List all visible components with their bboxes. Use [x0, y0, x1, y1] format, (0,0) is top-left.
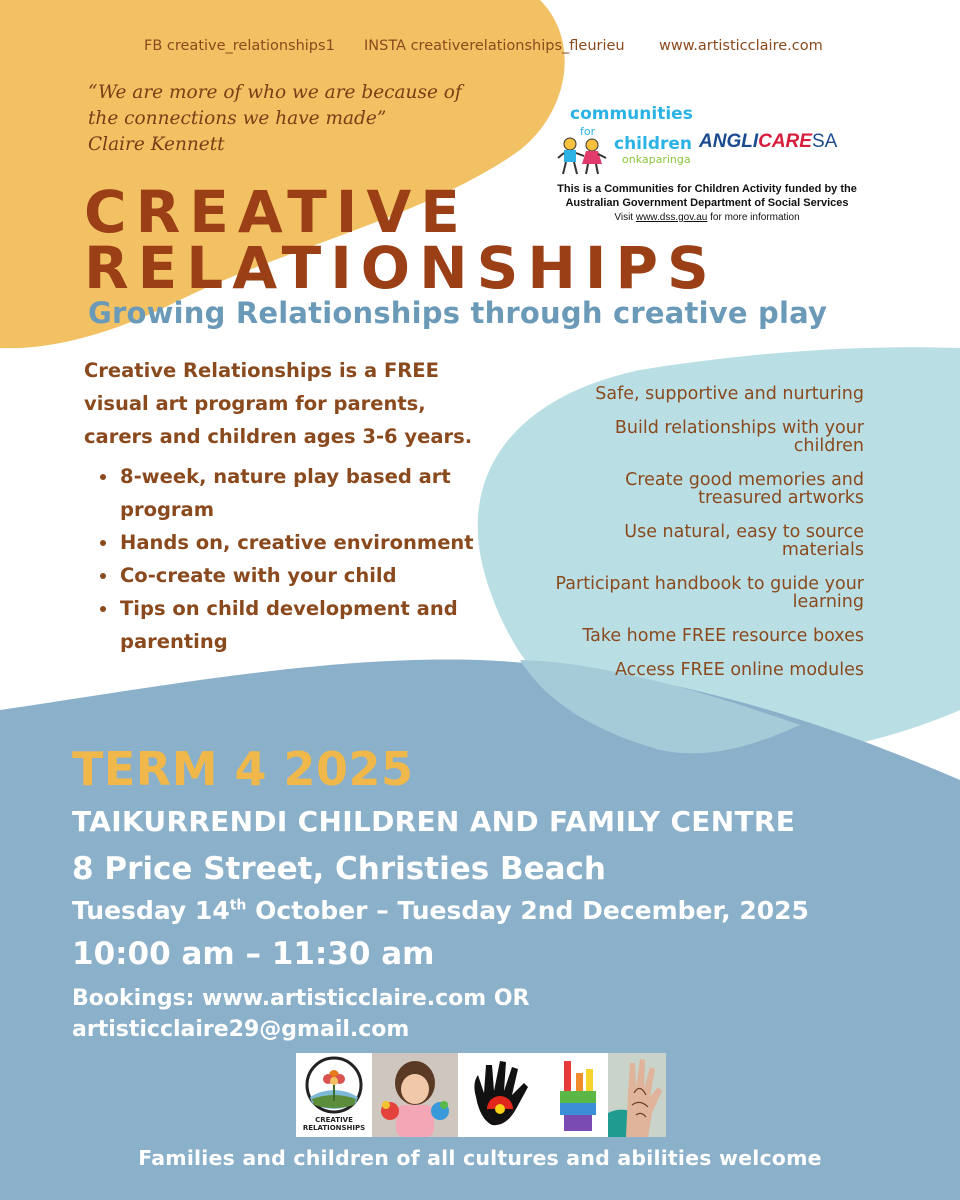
program-bullets	[100, 460, 480, 658]
cfc-word-1: communities	[570, 104, 693, 124]
subtitle: Growing Relationships through creative play	[88, 296, 828, 330]
program-intro: Creative Relationships is a FREE visual art program for parents, carers and children ages 3-6 years.	[84, 359, 473, 448]
venue-address: 8 Price Street, Christies Beach	[72, 851, 606, 887]
children-figures-icon	[556, 136, 608, 176]
feature-item: Use natural, easy to source materials	[624, 522, 864, 560]
bullet-item: Co-create with your child	[100, 559, 480, 592]
feature-item: Access FREE online modules	[614, 660, 864, 680]
rainbow-hand-tile	[544, 1053, 608, 1137]
bullet-dot-icon	[100, 474, 106, 480]
logo-text-line-1: CREATIVE	[315, 1116, 353, 1124]
sponsor-logos	[552, 104, 862, 244]
creative-relationships-logo-tile	[296, 1053, 372, 1137]
instagram-handle: INSTA creativerelationships_fleurieu	[364, 38, 625, 54]
rainbow-hand-icon	[544, 1053, 608, 1137]
bullet-dot-icon	[100, 540, 106, 546]
painted-hand-icon	[608, 1053, 666, 1137]
footer-welcome: Families and children of all cultures and abilities welcome	[138, 1146, 822, 1170]
logo-text-line-2: RELATIONSHIPS	[302, 1124, 366, 1132]
child-painting-photo	[372, 1053, 458, 1137]
funding-line-2: Australian Government Department of Social Services	[565, 197, 849, 209]
term-heading: TERM 4 2025	[72, 742, 414, 796]
quote-line-1: “We are more of who we are because of	[88, 82, 462, 103]
quote	[88, 80, 508, 158]
bookings-website[interactable]: Bookings: www.artisticclaire.com OR	[72, 986, 530, 1011]
title-line-2: RELATIONSHIPS	[84, 234, 718, 302]
aboriginal-hand-icon	[458, 1053, 544, 1137]
event-time: 10:00 am – 11:30 am	[72, 936, 435, 972]
feature-item: Build relationships with your children	[614, 418, 864, 456]
cfc-for: for	[580, 125, 596, 138]
feature-item: Safe, supportive and nurturing	[595, 384, 864, 404]
feature-item: Take home FREE resource boxes	[582, 626, 864, 646]
feature-item: Participant handbook to guide your learning	[555, 574, 864, 612]
program-features	[504, 385, 864, 695]
venue-name: TAIKURRENDI CHILDREN AND FAMILY CENTRE	[72, 805, 796, 838]
child-photo-icon	[372, 1053, 458, 1137]
bookings-info	[72, 983, 632, 1045]
funding-statement	[552, 182, 862, 226]
visit-line: Visit www.dss.gov.au for more information	[614, 212, 800, 223]
event-dates: Tuesday 14th October – Tuesday 2nd December, 2025	[72, 896, 809, 925]
funding-line-1: This is a Communities for Children Activity funded by the	[557, 183, 857, 195]
quote-author: Claire Kennett	[88, 134, 225, 155]
bookings-email[interactable]: artisticclaire29@gmail.com	[72, 1017, 410, 1042]
bullet-dot-icon	[100, 573, 106, 579]
quote-line-2: the connections we have made”	[88, 108, 387, 129]
feature-item: Create good memories and treasured artworks	[625, 470, 864, 508]
cfc-word-2: children	[614, 134, 693, 154]
bullet-item: Tips on child development and parenting	[100, 592, 480, 658]
bullet-item: 8-week, nature play based art program	[100, 460, 480, 526]
bullet-dot-icon	[100, 606, 106, 612]
facebook-handle: FB creative_relationships1	[144, 38, 335, 54]
dss-link[interactable]: www.dss.gov.au	[635, 212, 708, 223]
website-link[interactable]: www.artisticclaire.com	[659, 38, 823, 54]
bullet-item: Hands on, creative environment	[100, 526, 480, 559]
painted-hand-tile	[608, 1053, 666, 1137]
aboriginal-hand-tile	[458, 1053, 544, 1137]
title-line-1: CREATIVE	[84, 178, 469, 246]
cfc-region: onkaparinga	[622, 153, 691, 166]
anglicare-sa-logo: ANGLICARESA	[699, 131, 838, 152]
